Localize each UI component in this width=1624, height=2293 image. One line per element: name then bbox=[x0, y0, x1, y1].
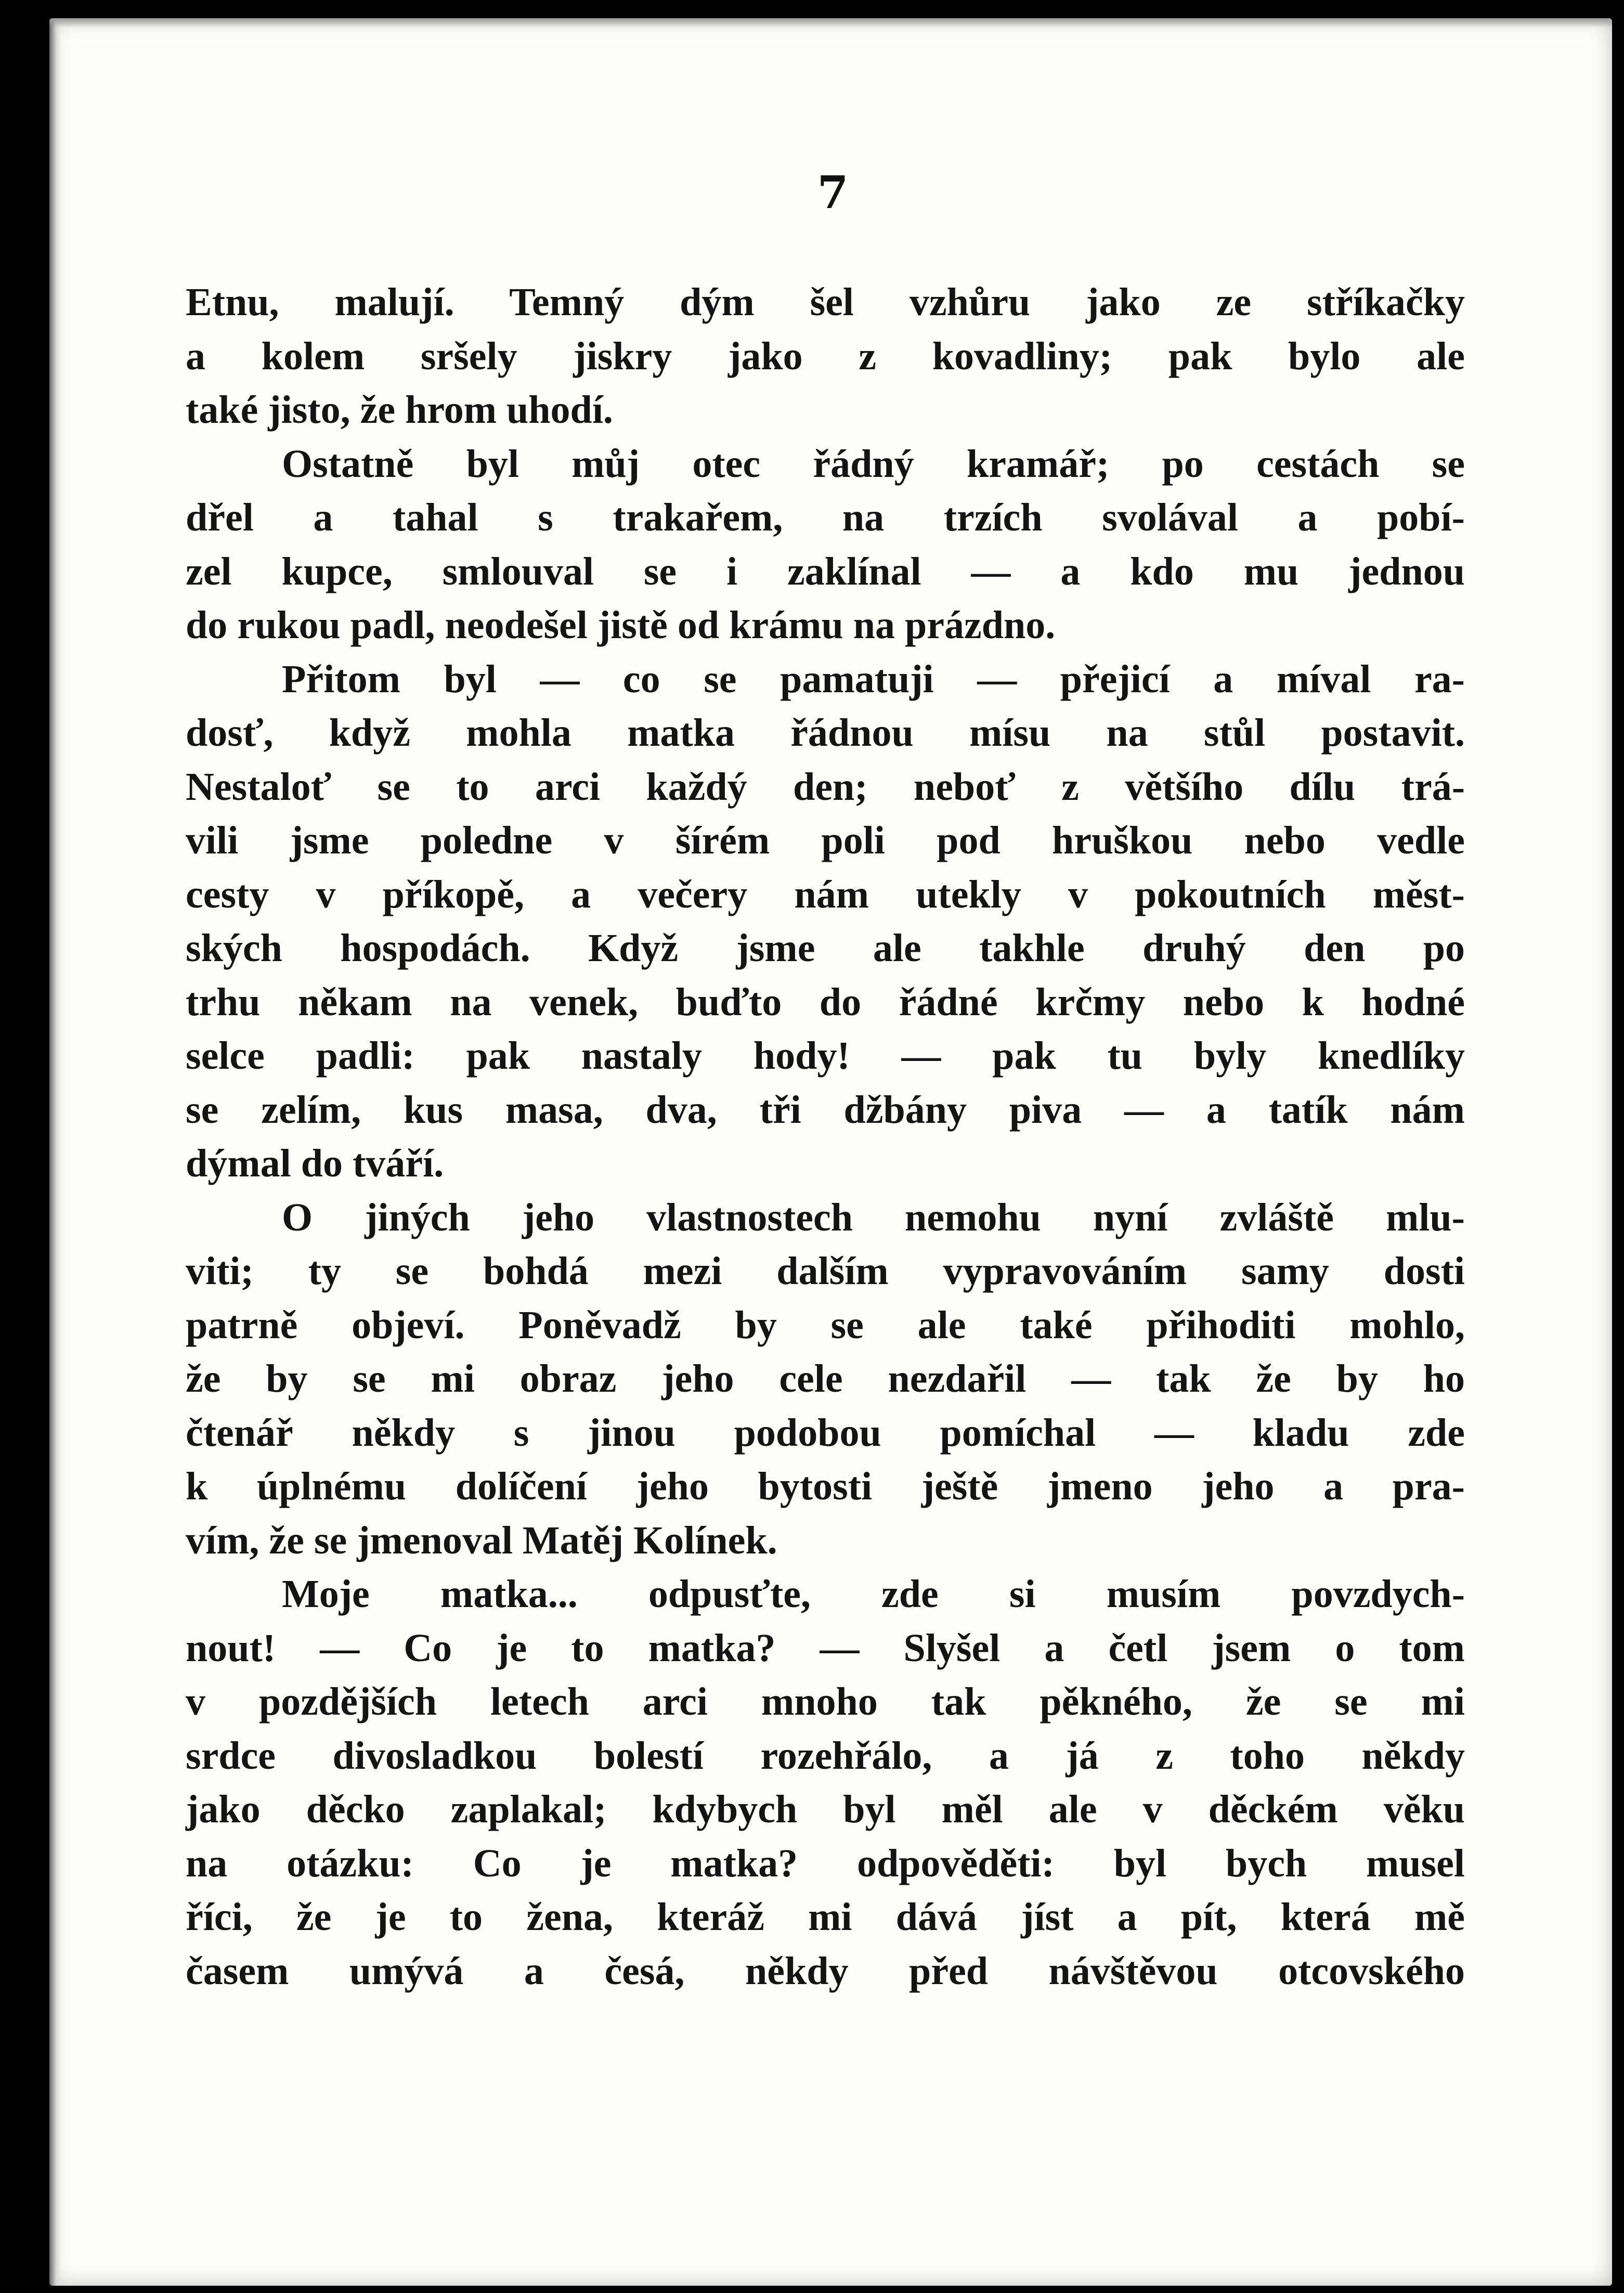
page-edge-shadow-left bbox=[49, 18, 61, 2286]
text-line: čtenář někdy s jinou podobou pomíchal — kladu zde bbox=[186, 1410, 1465, 1455]
page-number: 7 bbox=[817, 166, 849, 219]
text-line: vím, že se jmenoval Matěj Kolínek. bbox=[186, 1518, 777, 1562]
text-line: Nestaloť se to arci každý den; neboť z většího dílu trá- bbox=[186, 765, 1465, 809]
page-edge-shadow-top bbox=[49, 18, 1612, 28]
text-line: v pozdějších letech arci mnoho tak pěkného, že se mi bbox=[186, 1680, 1465, 1724]
text-line: Ostatně byl můj otec řádný kramář; po cestách se bbox=[282, 442, 1465, 486]
text-line: časem umývá a česá, někdy před návštěvou otcovského bbox=[186, 1949, 1465, 1993]
text-line: dýmal do tváří. bbox=[186, 1142, 444, 1185]
text-line: Přitom byl — co se pamatuji — přejicí a míval ra- bbox=[282, 657, 1465, 701]
text-line: do rukou padl, neodešel jistě od krámu na prázdno. bbox=[186, 603, 1056, 647]
body-text bbox=[186, 276, 1465, 1998]
text-line: a kolem sršely jiskry jako z kovadliny; pak bylo ale bbox=[186, 334, 1465, 378]
text-line: se zelím, kus masa, dva, tři džbány piva — a tatík nám bbox=[186, 1087, 1465, 1132]
text-line: k úplnému dolíčení jeho bytosti ještě jmeno jeho a pra- bbox=[186, 1465, 1465, 1508]
text-line: dřel a tahal s trakařem, na trzích svolával a pobí- bbox=[186, 496, 1465, 539]
text-line: viti; ty se bohdá mezi dalším vypravováním samy dosti bbox=[186, 1249, 1465, 1293]
text-line: dosť, když mohla matka řádnou mísu na stůl postavit. bbox=[186, 711, 1465, 755]
text-line: na otázku: Co je matka? odpověděti: byl bych musel bbox=[186, 1841, 1465, 1885]
text-line: trhu někam na venek, buďto do řádné krčmy nebo k hodné bbox=[186, 980, 1465, 1024]
text-line: nout! — Co je to matka? — Slyšel a četl jsem o tom bbox=[186, 1626, 1465, 1670]
text-line: zel kupce, smlouval se i zaklínal — a kdo mu jednou bbox=[186, 549, 1465, 593]
text-line: ských hospodách. Když jsme ale takhle druhý den po bbox=[186, 926, 1465, 970]
text-line: srdce divosladkou bolestí rozehřálo, a já z toho někdy bbox=[186, 1733, 1465, 1778]
text-line: že by se mi obraz jeho cele nezdařil — tak že by ho bbox=[186, 1357, 1465, 1401]
text-line: vili jsme poledne v šírém poli pod hruškou nebo vedle bbox=[186, 819, 1465, 862]
text-line: patrně objeví. Poněvadž by se ale také přihoditi mohlo, bbox=[186, 1303, 1465, 1347]
text-line: selce padli: pak nastaly hody! — pak tu byly knedlíky bbox=[186, 1034, 1465, 1078]
text-line: O jiných jeho vlastnostech nemohu nyní zvláště mlu- bbox=[282, 1195, 1465, 1239]
text-line: také jisto, že hrom uhodí. bbox=[186, 388, 613, 432]
text-line: jako děcko zaplakal; kdybych byl měl ale v děckém věku bbox=[186, 1787, 1465, 1831]
text-line: Moje matka... odpusťte, zde si musím povzdych- bbox=[282, 1572, 1465, 1616]
text-line: Etnu, malují. Temný dým šel vzhůru jako ze stříkačky bbox=[186, 280, 1465, 324]
text-line: říci, že je to žena, kteráž mi dává jíst a pít, která mě bbox=[186, 1895, 1465, 1939]
text-line: cesty v příkopě, a večery nám utekly v pokoutních měst- bbox=[186, 872, 1465, 916]
